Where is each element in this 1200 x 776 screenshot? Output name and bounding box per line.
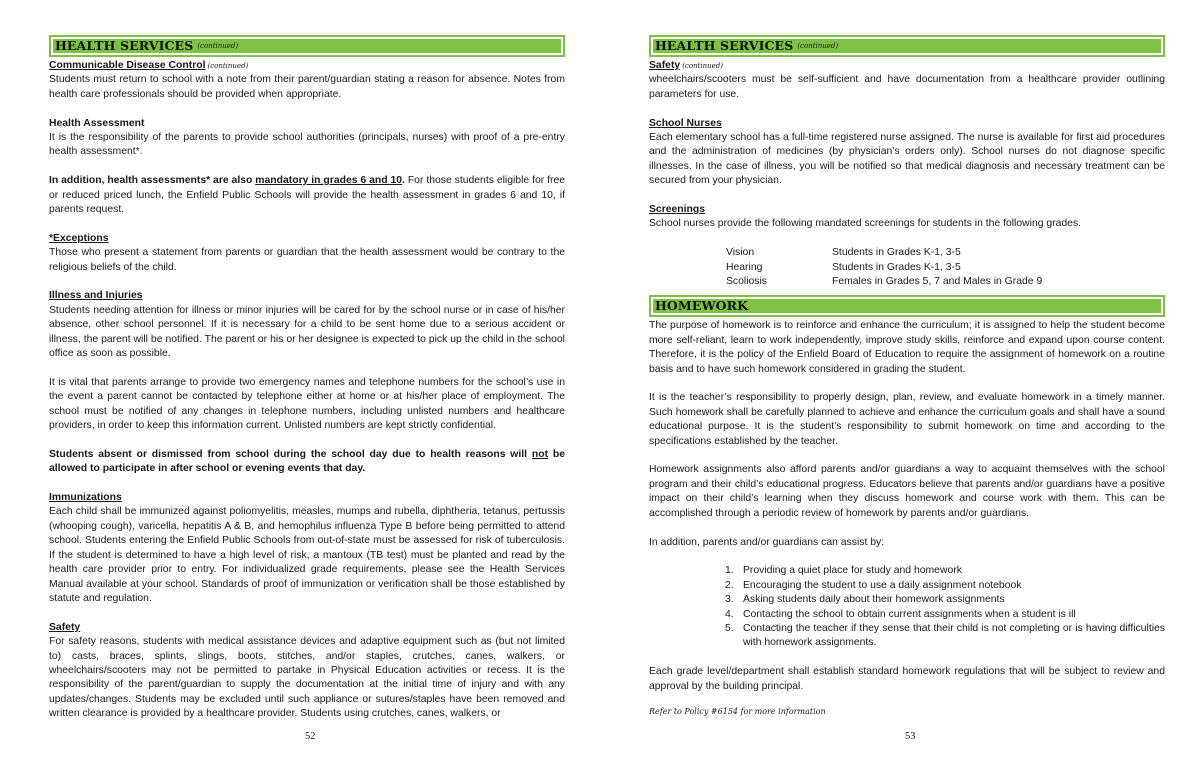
banner-title: HEALTH SERVICES	[655, 37, 794, 53]
list-item: 3. Asking students daily about their homework assignments	[725, 594, 1005, 606]
policy-reference: Refer to Policy #6154 for more information	[649, 706, 826, 716]
school-nurses-heading: School Nurses	[649, 117, 722, 129]
list-item: 2. Encouraging the student to use a daily assignment notebook	[725, 579, 1022, 591]
exceptions-heading: *Exceptions	[49, 232, 109, 244]
homework-paragraph-4: In addition, parents and/or guardians can assist by:	[649, 536, 885, 548]
right-page	[600, 0, 1200, 776]
left-column	[49, 35, 565, 722]
immunizations-heading: Immunizations	[49, 492, 122, 504]
school-nurses-body: Each elementary school has a full-time registered nurse assigned. The nurse is available for first aid procedures and the administration of medicines (by physician’s orders only). School nurses do not diagnose specific illnesses. In the case of illness, you will be notified so that medical diagnosis and necessary treatment can be secured from your physician.	[649, 132, 1165, 187]
homework-paragraph-1: The purpose of homework is to reinforce and enhance the curriculum; it is assigned to help the student become more self-reliant, learn to work independently, improve study skills, reinforce and expand upon course content. Therefore, it is the policy of the Enfield Board of Education to require the assignment of homework on a routine basis and to have such homework considered in grading the student.	[649, 320, 1165, 375]
health-assessment-heading: Health Assessment	[49, 117, 145, 129]
cdc-body: Students must return to school with a note from their parent/guardian stating a reason for absence. Notes from health care professionals should be provided when appropriate.	[49, 74, 565, 100]
screenings-table	[726, 246, 1165, 289]
list-item: 4. Contacting the school to obtain current assignments when a student is ill	[725, 608, 1076, 620]
health-services-banner	[49, 35, 565, 57]
absent-notice: Students absent or dismissed from school during the school day due to health reasons will not be allowed to participate in after school or evening events that day.	[49, 448, 565, 475]
illness-body-2: It is vital that parents arrange to provide two emergency names and telephone numbers for the school’s use in the event a parent cannot be contacted by telephone either at home or at his/her place of employment. The school must be notified of any changes in telephone numbers, including unlisted numbers and healthcare providers, in order to keep this information current. Unlisted numbers are kept strictly confidential.	[49, 376, 565, 432]
exceptions-body: Those who present a statement from parents or guardian that the health assessment would be contrary to the religious beliefs of the child.	[49, 247, 565, 273]
illness-heading: Illness and Injuries	[49, 290, 143, 302]
homework-assist-list	[725, 564, 1165, 650]
screenings-row: Scoliosis Females in Grades 5, 7 and Males in Grade 9	[726, 276, 1043, 288]
cdc-heading: Communicable Disease Control (continued)	[49, 60, 249, 71]
banner-title: HEALTH SERVICES	[55, 37, 194, 53]
homework-banner	[649, 295, 1165, 317]
homework-paragraph-5: Each grade level/department shall establish standard homework regulations that will be subject to review and approval by the building principal.	[649, 666, 1165, 692]
safety-continued-heading: Safety (continued)	[649, 60, 723, 71]
list-item: 5. Contacting the teacher if they sense that their child is not completing or is having difficulties with homework assignments.	[725, 622, 1165, 649]
page-number: 53	[905, 731, 916, 742]
safety-heading: Safety	[49, 621, 81, 633]
screenings-body: School nurses provide the following mandated screenings for students in the following grades.	[649, 218, 1082, 230]
banner-continued: (continued)	[197, 41, 239, 50]
safety-body: For safety reasons, students with medical assistance devices and adaptive equipment such as (but not limited to) casts, braces, splints, slings, boots, stitches, and/or staples, crutches, canes, walkers, or wheelchairs/scooters may not be permitted to partake in Physical Education activities or recess. It is the responsibility of the parent/guardian to supply the documentation at the initial time of injury and with any updates/changes. Students may be excluded until such appliance or sutures/staples have been removed and written clearance is provided by a healthcare provider. Students using crutches, canes, walkers, or	[49, 636, 565, 720]
list-item: 1. Providing a quiet place for study and homework	[725, 565, 962, 577]
screenings-row: Hearing Students in Grades K-1, 3-5	[726, 261, 961, 273]
homework-paragraph-2: It is the teacher’s responsibility to properly design, plan, review, and evaluate homework in a timely manner. Such homework shall be carefully planned to achieve and enhance the curriculum goals and shall have a sound educational purpose. It is the student’s responsibility to submit homework on time and according to the specifications established by the teacher.	[649, 392, 1165, 447]
screenings-row: Vision Students in Grades K-1, 3-5	[726, 247, 961, 259]
health-assessment-body: It is the responsibility of the parents to provide school authorities (principals, nurses) with proof of a pre-entry health assessment*.	[49, 132, 565, 158]
health-assessment-mandatory: In addition, health assessments* are also mandatory in grades 6 and 10. For those students eligible for free or reduced priced lunch, the Enfield Public Schools will provide the health assessment in grades 6 and 10, if parents request.	[49, 175, 566, 216]
right-column	[649, 35, 1165, 719]
safety-continued-body: wheelchairs/scooters must be self-sufficient and have documentation from a healthcare provider outlining parameters for use.	[649, 74, 1165, 100]
page-number: 52	[305, 731, 316, 742]
homework-paragraph-3: Homework assignments also afford parents and/or guardians a way to acquaint themselves with the school program and their child’s educational progress. Educators believe that parents and/or guardians have a positive impact on their child’s learning when they discuss homework and course work with them. This can be accomplished through a periodic review of homework by parents and/or guardians.	[649, 464, 1165, 519]
banner-continued: (continued)	[797, 41, 839, 50]
homework-banner-title: HOMEWORK	[655, 298, 749, 314]
illness-body-1: Students needing attention for illness or minor injuries will be cared for by the school nurse or in case of his/her absence, other school personnel. If it is necessary for a child to be sent home due to a serious accident or illness, the parent will be notified. The parent or his or her designee is expected to pick up the child in the school office as soon as possible.	[49, 304, 565, 360]
health-services-banner	[649, 35, 1165, 57]
immunizations-body: Each child shall be immunized against poliomyelitis, measles, mumps and rubella, diphtheria, tetanus, pertussis (whooping cough), varicella, hepatitis A & B, and hemophilus influenza Type B before being permitted to attend school. Students entering the Enfield Public Schools from out-of-state must be assessed for risk of tuberculosis. If the student is determined to have a high level of risk, a mantoux (TB test) must be planted and read by the health care provider prior to entry. For individualized grade requirements, please see the Health Services Manual available at your school. Standards of proof of immunization or verification shall be those established by statute and regulation.	[49, 506, 565, 604]
screenings-heading: Screenings	[649, 204, 706, 216]
